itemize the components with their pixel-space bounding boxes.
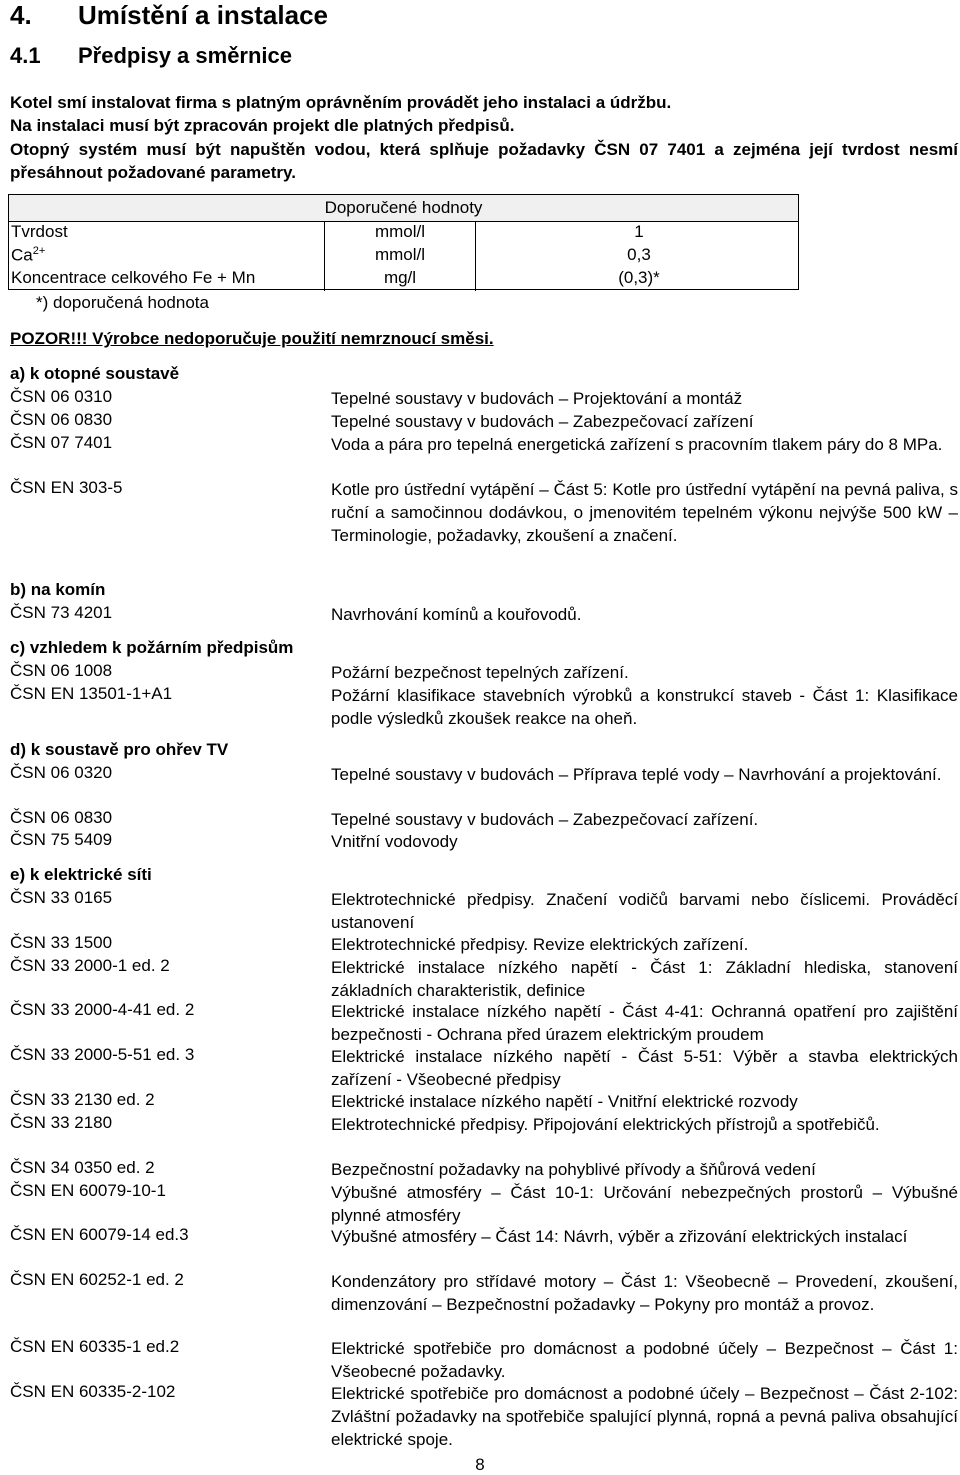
section-title: Předpisy a směrnice [78, 43, 293, 68]
standard-description: Tepelné soustavy v budovách – Příprava teplé vody – Navrhování a projektování. [331, 765, 942, 784]
row-value: 0,3 [627, 245, 651, 264]
standard-code: ČSN 33 2000-1 ed. 2 [10, 956, 170, 975]
standard-code: ČSN 33 1500 [10, 933, 113, 952]
row-name-text: Ca [11, 245, 33, 265]
standard-code: ČSN 33 2180 [10, 1113, 113, 1132]
table-note: *) doporučená hodnota [36, 293, 209, 312]
standard-description: Elektrotechnické předpisy. Připojování elektrických přístrojů a spotřebičů. [331, 1115, 880, 1134]
standard-code: ČSN 73 4201 [10, 603, 113, 622]
warning-text: POZOR!!! Výrobce nedoporučuje použití nemrznoucí směsi. [10, 329, 494, 348]
standard-code: ČSN 33 2000-5-51 ed. 3 [10, 1045, 195, 1064]
standard-description: Výbušné atmosféry – Část 14: Návrh, výběr a zřizování elektrických instalací [331, 1227, 908, 1246]
section-a-title: a) k otopné soustavě [10, 364, 180, 383]
recommended-values-table [8, 194, 799, 290]
chapter-heading [10, 0, 328, 31]
intro-line-1: Kotel smí instalovat firma s platným oprávněním provádět jeho instalaci a údržbu. [10, 93, 672, 112]
standard-code: ČSN EN 13501-1+A1 [10, 684, 173, 703]
standard-code: ČSN 75 5409 [10, 830, 113, 849]
standard-code: ČSN EN 60252-1 ed. 2 [10, 1270, 184, 1289]
standard-description: Elektrické instalace nízkého napětí - Část 4-41: Ochranná opatření pro zajištění bezpečnosti - Ochrana před úrazem elektrickým proudem [331, 1002, 958, 1044]
row-unit: mmol/l [374, 245, 426, 264]
section-e-title: e) k elektrické síti [10, 865, 152, 884]
standard-description: Navrhování komínů a kouřovodů. [331, 605, 582, 624]
row-name-superscript: 2+ [32, 245, 46, 257]
standard-description: Elektrické instalace nízkého napětí - Vnitřní elektrické rozvody [331, 1092, 798, 1111]
standard-description: Elektrotechnické předpisy. Revize elektrických zařízení. [331, 935, 749, 954]
standard-code: ČSN 06 0320 [10, 763, 113, 782]
table-row [9, 222, 798, 245]
standard-code: ČSN 33 0165 [10, 888, 113, 907]
chapter-number: 4. [10, 0, 32, 30]
standard-code: ČSN 06 0830 [10, 808, 113, 827]
standard-code: ČSN 34 0350 ed. 2 [10, 1158, 155, 1177]
row-name [11, 245, 45, 266]
standard-description: Požární klasifikace stavebních výrobků a konstrukcí staveb - Část 1: Klasifikace podle výsledků zkoušek reakce na oheň. [331, 686, 958, 728]
standard-description: Tepelné soustavy v budovách – Zabezpečovací zařízení. [331, 810, 759, 829]
standard-description: Kondenzátory pro střídavé motory – Část 1: Všeobecně – Provedení, zkoušení, dimenzování – Bezpečnostní požadavky – Pokyny pro montáž a provoz. [331, 1272, 958, 1314]
chapter-title: Umístění a instalace [78, 0, 328, 30]
standard-code: ČSN 33 2130 ed. 2 [10, 1090, 155, 1109]
row-unit: mmol/l [374, 222, 426, 241]
standard-code: ČSN EN 60335-2-102 [10, 1382, 176, 1401]
standard-code: ČSN 06 1008 [10, 661, 113, 680]
section-number: 4.1 [10, 43, 41, 68]
section-d-title: d) k soustavě pro ohřev TV [10, 740, 229, 759]
standard-description: Tepelné soustavy v budovách – Projektování a montáž [331, 389, 743, 408]
standard-description: Požární bezpečnost tepelných zařízení. [331, 663, 629, 682]
standard-code: ČSN EN 60079-10-1 [10, 1181, 166, 1200]
standard-description: Vnitřní vodovody [331, 832, 458, 851]
row-value: (0,3)* [618, 268, 660, 287]
standard-code: ČSN 07 7401 [10, 433, 113, 452]
intro-line-3: Otopný systém musí být napuštěn vodou, která splňuje požadavky ČSN 07 7401 a zejména její tvrdost nesmí přesáhnout požadované parametry. [10, 140, 958, 182]
standard-description: Tepelné soustavy v budovách – Zabezpečovací zařízení [331, 412, 754, 431]
section-heading [10, 43, 292, 69]
standard-description: Bezpečnostní požadavky na pohyblivé přívody a šňůrová vedení [331, 1160, 816, 1179]
standard-description: Elektrické instalace nízkého napětí - Část 1: Základní hlediska, stanovení základních charakteristik, definice [331, 958, 958, 1000]
standard-description: Elektrické spotřebiče pro domácnost a podobné účely – Bezpečnost – Část 1: Všeobecné požadavky. [331, 1339, 958, 1381]
standard-description: Voda a pára pro tepelná energetická zařízení s pracovním tlakem páry do 8 MPa. [331, 435, 943, 454]
page-number: 8 [475, 1455, 485, 1474]
standard-code: ČSN 06 0830 [10, 410, 113, 429]
intro-line-2: Na instalaci musí být zpracován projekt dle platných předpisů. [10, 116, 515, 135]
row-value: 1 [634, 222, 644, 241]
table-caption: Doporučené hodnoty [9, 195, 798, 222]
standard-description: Elektrické instalace nízkého napětí - Část 5-51: Výběr a stavba elektrických zařízení - Všeobecné předpisy [331, 1047, 958, 1089]
row-unit: mg/l [383, 268, 417, 287]
table-row [9, 245, 798, 268]
standard-code: ČSN 06 0310 [10, 387, 113, 406]
standard-description: Výbušné atmosféry – Část 10-1: Určování nebezpečných prostorů – Výbušné plynné atmosféry [331, 1183, 958, 1225]
section-c-title: c) vzhledem k požárním předpisům [10, 638, 294, 657]
standard-code: ČSN EN 303-5 [10, 478, 123, 497]
standard-description: Kotle pro ústřední vytápění – Část 5: Kotle pro ústřední vytápění na pevná paliva, s ruční a samočinnou dodávkou, o jmenovitém tepelném výkonu nejvýše 500 kW – Terminologie, požadavky, zkoušení a značení. [331, 480, 958, 545]
row-name: Koncentrace celkového Fe + Mn [11, 268, 256, 287]
row-name: Tvrdost [11, 222, 68, 241]
standard-code: ČSN EN 60335-1 ed.2 [10, 1337, 180, 1356]
standard-code: ČSN 33 2000-4-41 ed. 2 [10, 1000, 195, 1019]
standard-code: ČSN EN 60079-14 ed.3 [10, 1225, 189, 1244]
standard-description: Elektrické spotřebiče pro domácnost a podobné účely – Bezpečnost – Část 2-102: Zvláštní požadavky na spotřebiče spalující plynná, ropná a pevná paliva obsahující elektrické spoje. [331, 1384, 958, 1449]
section-b-title: b) na komín [10, 580, 106, 599]
table-row [9, 268, 798, 291]
standard-description: Elektrotechnické předpisy. Značení vodičů barvami nebo číslicemi. Prováděcí ustanovení [331, 890, 958, 932]
